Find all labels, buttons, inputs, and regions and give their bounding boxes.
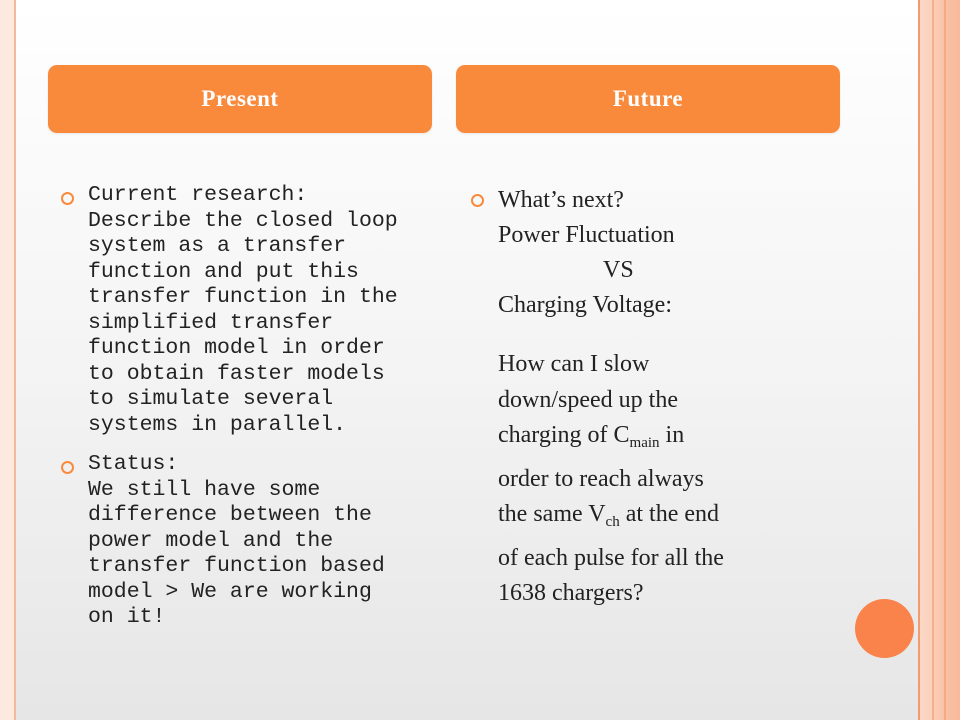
text-line: Current research: [88, 183, 308, 207]
text-line: down/speed up the [498, 386, 678, 413]
text-line: transfer function in the [88, 285, 398, 309]
decoration-stripe [932, 0, 934, 720]
text-line: function and put this [88, 259, 359, 284]
present-header-label: Present [201, 86, 279, 111]
text-run: charging of C [498, 422, 630, 448]
text-line: to simulate several [88, 387, 334, 411]
text-line: system as a transfer [88, 234, 347, 258]
question-paragraph [498, 347, 838, 612]
text-line: difference between the [88, 503, 372, 527]
text-line: transfer function based [88, 554, 385, 578]
decorative-circle [855, 599, 914, 658]
slide-right-decoration [918, 0, 960, 720]
text-line-cmain [498, 418, 838, 462]
present-header [48, 65, 432, 133]
text-run: at the end [619, 501, 719, 527]
text-line: systems in parallel. [88, 412, 347, 437]
text-line: function model in order [88, 336, 385, 360]
future-header [456, 65, 840, 133]
text-line: Describe the closed loop [88, 208, 398, 233]
future-column [468, 183, 838, 612]
decoration-stripe [918, 0, 920, 720]
text-line: of each pulse for all the [498, 544, 724, 571]
subscript-ch: ch [605, 514, 620, 530]
text-line: How can I slow [498, 351, 650, 377]
text-line: VS [603, 257, 634, 283]
decoration-stripe [944, 0, 946, 720]
subscript-main: main [629, 435, 660, 451]
bullet-whats-next [468, 183, 838, 612]
bullet-current-research [58, 183, 428, 438]
future-header-label: Future [612, 86, 684, 111]
text-line: to obtain faster models [88, 361, 385, 386]
ring-bullet-icon [471, 194, 484, 207]
text-line: 1638 chargers? [498, 580, 644, 606]
bullet-status [58, 452, 428, 631]
text-line: What’s next? [498, 187, 624, 213]
text-line: simplified transfer [88, 310, 334, 335]
text-line-vch [498, 497, 838, 541]
text-line: Charging Voltage: [498, 292, 672, 318]
text-line: model > We are working [88, 579, 372, 604]
text-run: in [659, 422, 685, 448]
present-column [58, 183, 428, 631]
text-line: on it! [88, 605, 166, 629]
text-line: power model and the [88, 528, 334, 553]
text-line: Power Fluctuation [498, 222, 675, 248]
text-line: We still have some [88, 477, 321, 502]
text-line: order to reach always [498, 465, 704, 492]
text-run: the same V [498, 501, 606, 527]
ring-bullet-icon [61, 461, 74, 474]
ring-bullet-icon [61, 192, 74, 205]
text-line: Status: [88, 452, 179, 476]
slide-left-border [0, 0, 16, 720]
